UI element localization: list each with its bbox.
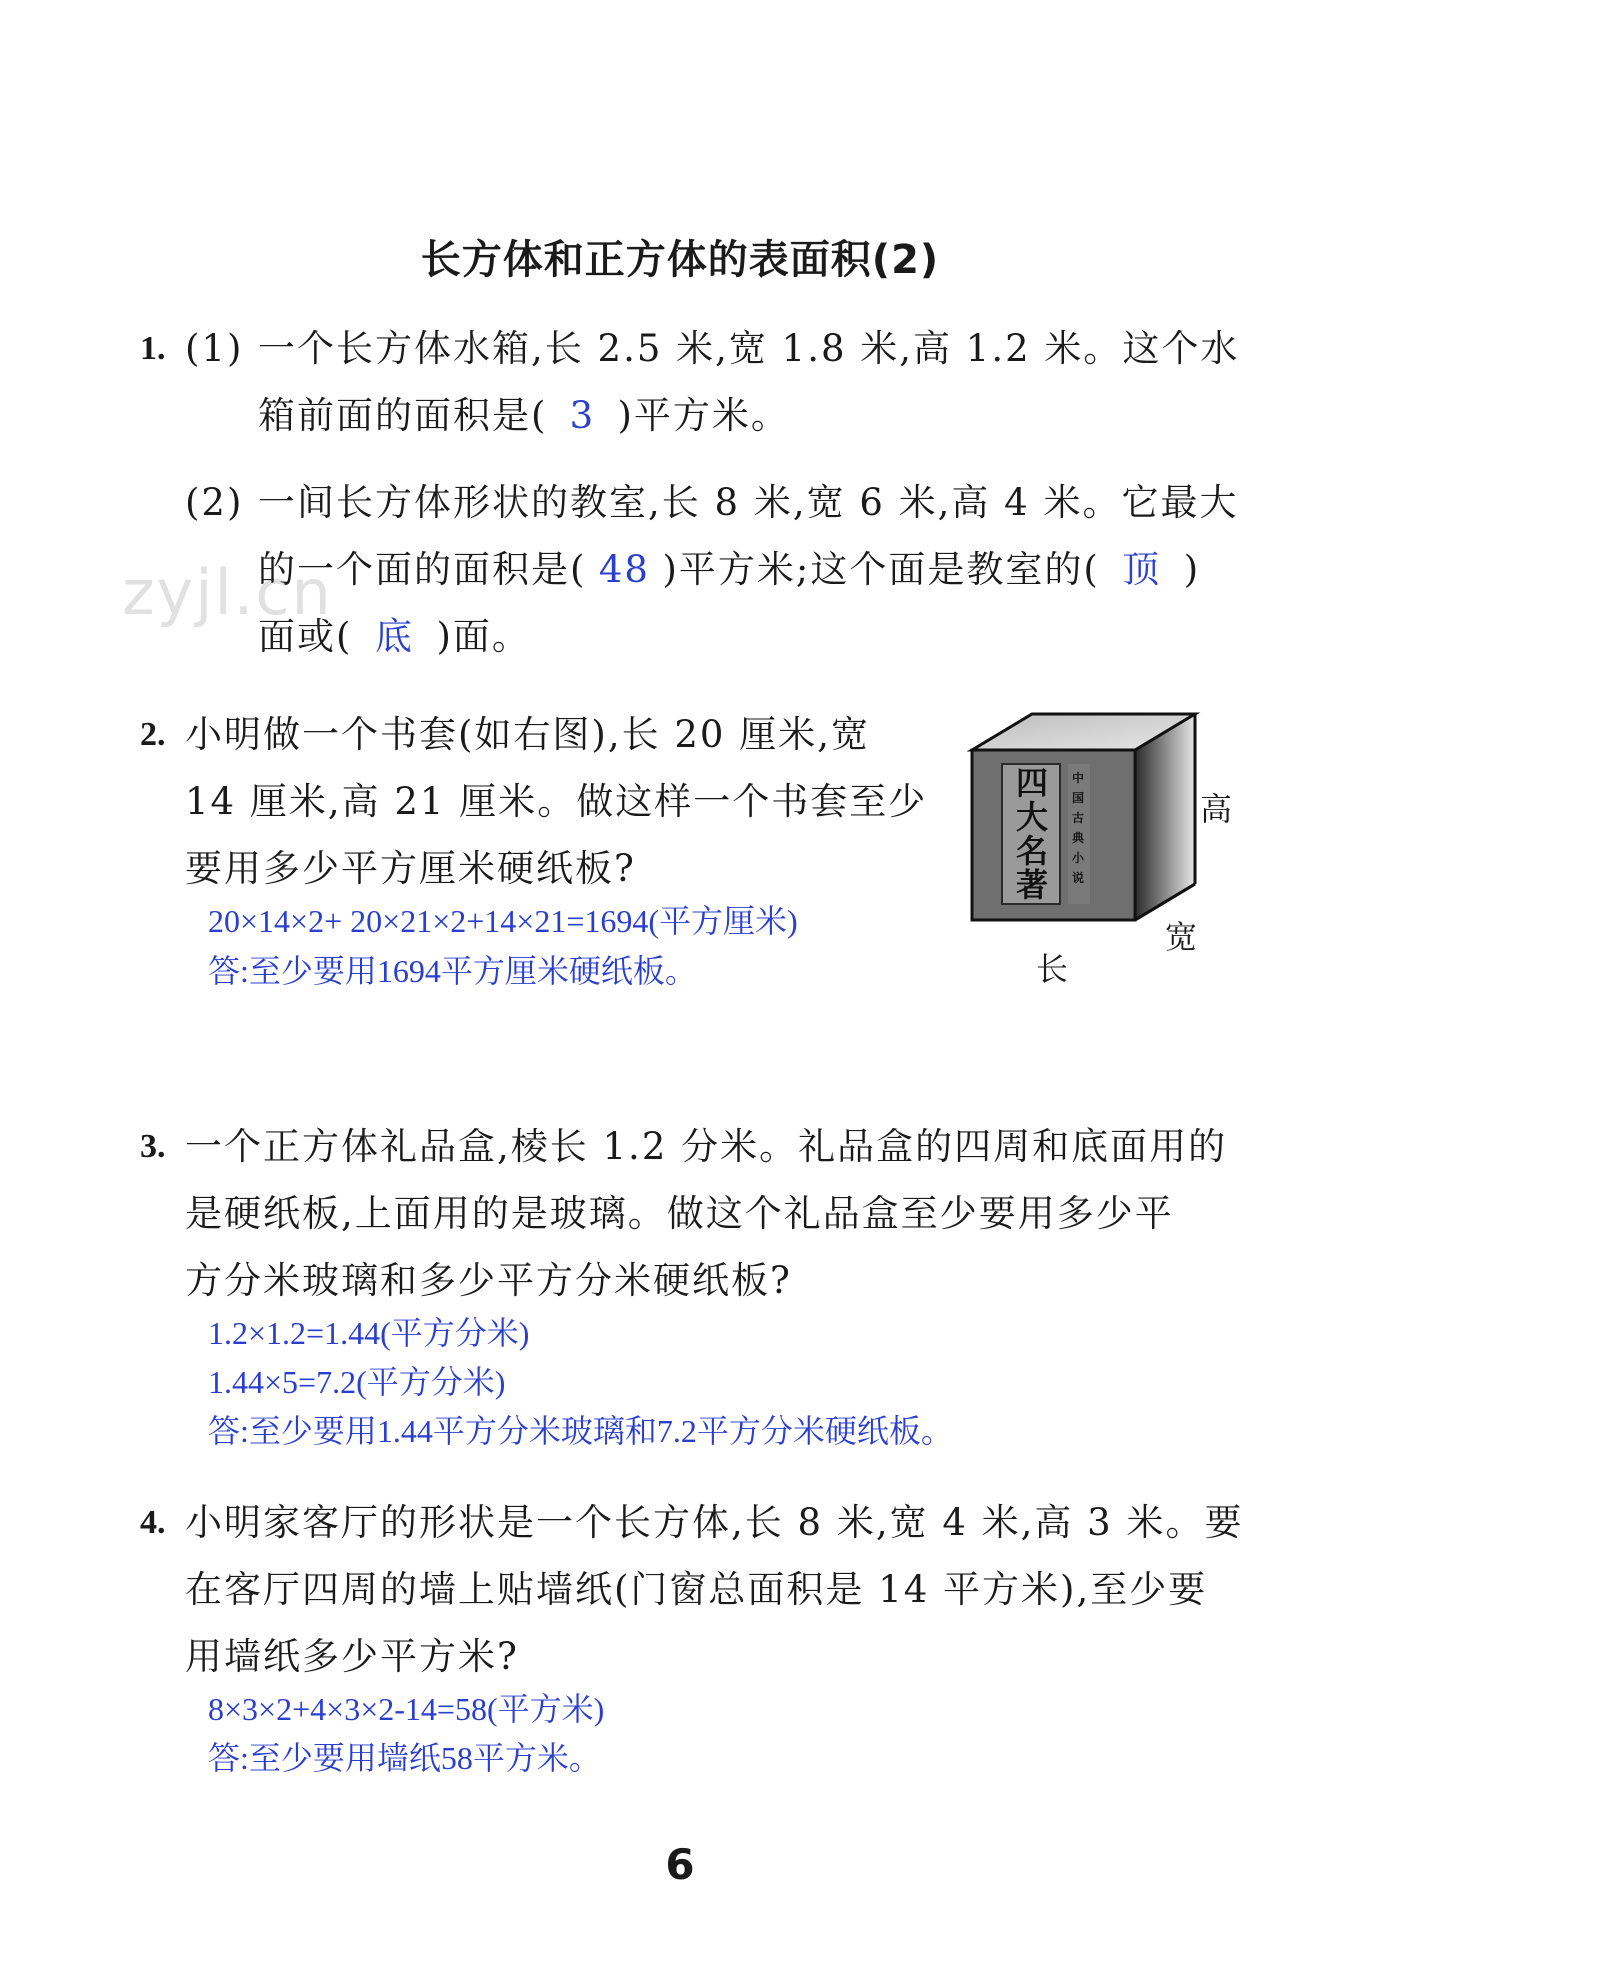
q1-part2-answer3: 底 (374, 615, 414, 658)
watermark: zyjl.cn (122, 556, 333, 629)
q3-line1: 一个正方体礼品盒,棱长 1.2 分米。礼品盒的四周和底面用的 (185, 1125, 1228, 1168)
q1-part1-answer: 3 (569, 394, 596, 437)
label-length: 长 (1036, 950, 1069, 988)
q4-line1: 小明家客厅的形状是一个长方体,长 8 米,宽 4 米,高 3 米。要 (185, 1501, 1244, 1544)
q3-answer-statement: 答:至少要用1.44平方分米玻璃和7.2平方分米硬纸板。 (208, 1413, 953, 1449)
q1-part2-line3 (258, 615, 531, 658)
q1-part2-text-c: ) (1183, 548, 1201, 591)
q2-line1: 小明做一个书套(如右图),长 20 厘米,宽 (185, 713, 870, 756)
q1-part2-answer2: 顶 (1122, 548, 1162, 591)
label-height: 高 (1200, 790, 1233, 828)
q1-part1-line2 (258, 394, 790, 437)
q1-part2-tag: (2) (185, 481, 244, 524)
q1-number: 1. (140, 330, 166, 367)
q2-number: 2. (140, 716, 166, 753)
q4-answer-formula: 8×3×2+4×3×2-14=58(平方米) (208, 1691, 605, 1727)
q1-part1-line1: 一个长方体水箱,长 2.5 米,宽 1.8 米,高 1.2 米。这个水 (258, 327, 1240, 370)
q1-part2-text-e: )面。 (436, 615, 531, 658)
page-number: 6 (665, 1840, 695, 1889)
q3-answer-cardboard: 1.44×5=7.2(平方分米) (208, 1364, 506, 1400)
q3-answer-glass: 1.2×1.2=1.44(平方分米) (208, 1315, 530, 1351)
q1-part2-answer1: 48 (598, 548, 650, 591)
q3-line3: 方分米玻璃和多少平方分米硬纸板? (185, 1259, 792, 1302)
q2-answer-statement: 答:至少要用1694平方厘米硬纸板。 (208, 953, 697, 989)
q3-line2: 是硬纸板,上面用的是玻璃。做这个礼品盒至少要用多少平 (185, 1192, 1174, 1235)
q4-line3: 用墙纸多少平方米? (185, 1635, 519, 1678)
q1-part1-tag: (1) (185, 327, 244, 370)
q2-line3: 要用多少平方厘米硬纸板? (185, 847, 636, 890)
page-title: 长方体和正方体的表面积(2) (420, 237, 940, 283)
q1-part1-text-b: )平方米。 (617, 394, 790, 437)
q4-answer-statement: 答:至少要用墙纸58平方米。 (208, 1740, 601, 1776)
q1-part2-text-d: 面或( (258, 615, 353, 658)
q4-line2: 在客厅四周的墙上贴墙纸(门窗总面积是 14 平方米),至少要 (185, 1568, 1208, 1611)
book-spine-text: 中国古典小说 (1071, 771, 1084, 885)
q1-part2-line2 (258, 548, 1201, 591)
q2-line2: 14 厘米,高 21 厘米。做这样一个书套至少 (185, 780, 928, 823)
q2-answer-formula: 20×14×2+ 20×21×2+14×21=1694(平方厘米) (208, 903, 798, 939)
book-title: 四大名著 (1015, 764, 1048, 904)
q1-part2-text-a: 的一个面的面积是( (258, 548, 587, 591)
q1-part1-text-a: 箱前面的面积是( (258, 394, 548, 437)
q3-number: 3. (140, 1128, 166, 1165)
q1-part2-text-b: )平方米;这个面是教室的( (662, 548, 1100, 591)
q4-number: 4. (140, 1504, 166, 1541)
q1-part2-line1: 一间长方体形状的教室,长 8 米,宽 6 米,高 4 米。它最大 (258, 481, 1239, 524)
label-width: 宽 (1165, 918, 1198, 956)
